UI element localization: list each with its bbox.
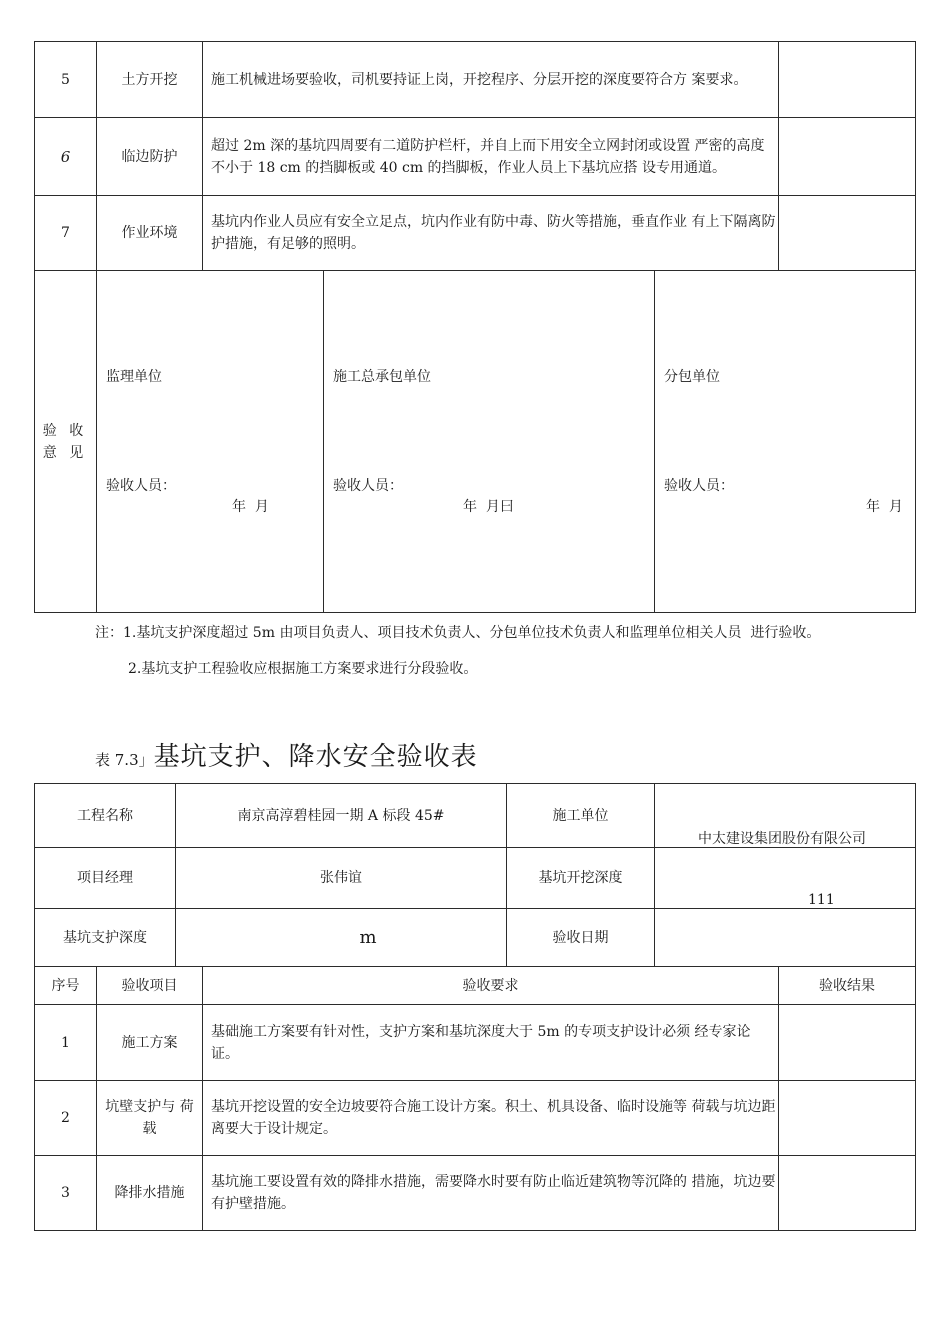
row-number: 6: [60, 147, 71, 166]
supervision-date-label: 年 月: [232, 499, 269, 515]
table-row-result: [779, 1081, 915, 1155]
row-item: 土方开挖: [121, 71, 178, 88]
table-row-requirement: [211, 1005, 777, 1080]
note-2: 2.基坑支护工程验收应根据施工方案要求进行分段验收。: [128, 661, 478, 677]
row-item: 坑壁支护与 荷载: [105, 1099, 194, 1137]
table-row-requirement: [211, 1156, 777, 1230]
column-header-item: 验收项目: [121, 977, 178, 994]
row-requirement: 基坑施工要设置有效的降排水措施，需要降水时要有防止临近建筑物等沉降的 措施，坑边要有护壁措施。: [211, 1174, 776, 1212]
table-number: 表 7.3」: [95, 751, 154, 769]
table-title: [95, 736, 478, 773]
row-number: 3: [61, 1185, 70, 1201]
project-manager-value: 张伟谊: [320, 870, 362, 886]
project-manager-label: 项目经理: [77, 870, 133, 886]
row-item: 施工方案: [121, 1034, 178, 1051]
row-number: 2: [61, 1110, 70, 1126]
accept-date-label: 验收日期: [552, 929, 609, 946]
note-1: 注：1.基坑支护深度超过 5m 由项目负责人、项目技术负责人、分包单位技术负责人和监理单位相关人员 进行验收。: [95, 625, 821, 641]
excavation-depth-value: 111: [808, 892, 835, 908]
table-row-item: [97, 1005, 202, 1080]
column-header-requirement: 验收要求: [462, 977, 519, 994]
row-requirement: 施工机械进场要验收，司机要持证上岗，开挖程序、分层开挖的深度要符合方 案要求。: [211, 71, 748, 88]
row-item: 降排水措施: [114, 1185, 185, 1201]
table-row-item: [99, 1081, 200, 1155]
support-depth-value: m: [359, 926, 377, 948]
row-requirement: 基坑开挖设置的安全边坡要符合施工设计方案。积土、机具设备、临时设施等 荷载与坑边距离要大于设计规定。: [211, 1099, 776, 1137]
supervision-unit-label: 监理单位: [106, 369, 162, 385]
row-requirement: 基坑内作业人员应有安全立足点，坑内作业有防中毒、防火等措施，垂直作业 有上下隔离防护措施，有足够的照明。: [211, 214, 776, 252]
table-row: [35, 196, 96, 270]
table-row-requirement: [211, 118, 777, 195]
table-row-requirement: [211, 196, 777, 270]
subcontractor-inspector-label: 验收人员：: [664, 478, 734, 494]
general-contractor-label: 施工总承包单位: [333, 369, 431, 385]
project-name-value: 南京高淳碧桂园一期 A 标段 45#: [237, 807, 445, 824]
column-header-result: 验收结果: [819, 977, 875, 994]
table-row-result: [779, 196, 915, 270]
table-row-item: [97, 42, 202, 117]
subcontractor-date-label: 年 月: [866, 499, 903, 515]
contractor-label: 施工单位: [552, 807, 609, 824]
table-row-item: [97, 1156, 202, 1230]
table-row: [35, 118, 96, 195]
row-requirement: 基础施工方案要有针对性，支护方案和基坑深度大于 5m 的专项支护设计必须 经专家论证。: [211, 1023, 751, 1062]
table-row-result: [779, 1005, 915, 1080]
table-row: [35, 1005, 96, 1080]
table-row-requirement: [211, 42, 777, 117]
row-number: 7: [61, 225, 70, 241]
project-name-label: 工程名称: [77, 807, 133, 824]
supervision-inspector-label: 验收人员：: [106, 478, 176, 494]
excavation-depth-label: 基坑开挖深度: [538, 870, 623, 886]
table-row-item: [97, 118, 202, 195]
column-header-number: 序号: [51, 977, 80, 994]
row-number: 1: [61, 1034, 70, 1051]
subcontractor-label: 分包单位: [664, 369, 720, 385]
acceptance-opinion-label: 验 收 意 见: [42, 422, 88, 461]
table-row: [35, 42, 96, 117]
row-requirement: 超过 2m 深的基坑四周要有二道防护栏杆，并自上而下用安全立网封闭或设置 严密的高度不小于 18 cm 的挡脚板或 40 cm 的挡脚板，作业人员上下基坑应搭 设专用通道。: [211, 137, 765, 176]
support-depth-label: 基坑支护深度: [63, 929, 147, 946]
row-item: 临边防护: [121, 148, 178, 165]
table-row-result: [779, 42, 915, 117]
table-row-requirement: [211, 1081, 777, 1155]
table-row-item: [97, 196, 202, 270]
row-item: 作业环境: [121, 225, 178, 241]
general-contractor-date-label: 年 月曰: [463, 499, 514, 515]
table-row-result: [779, 118, 915, 195]
contractor-value: 中太建设集团股份有限公司: [698, 831, 866, 847]
table-row-result: [779, 1156, 915, 1230]
general-contractor-inspector-label: 验收人员：: [333, 478, 403, 494]
table-row: [35, 1156, 96, 1230]
row-number: 5: [61, 71, 70, 88]
accept-date-value: [655, 909, 915, 966]
table-row: [35, 1081, 96, 1155]
table-title-text: 基坑支护、降水安全验收表: [153, 742, 478, 772]
